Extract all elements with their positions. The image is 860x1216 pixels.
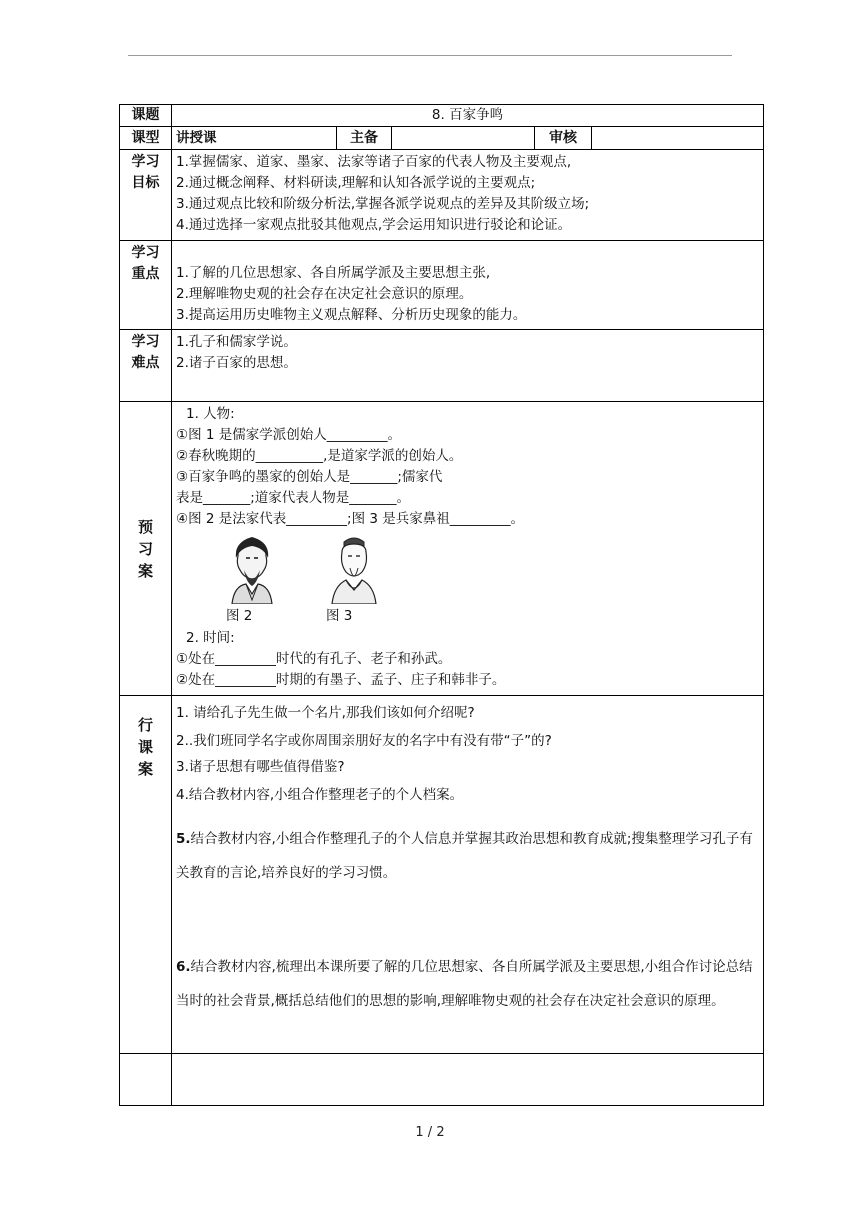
preview-question: ④图 2 是法家代表_________;图 3 是兵家鼻祖_________。 — [176, 511, 524, 527]
preview-question: ②春秋晚期的__________,是道家学派的创始人。 — [176, 448, 463, 464]
preview-question: ②处在_________时期的有墨子、孟子、庄子和韩非子。 — [176, 672, 506, 688]
focus-content — [172, 241, 764, 330]
row-difficulty — [120, 330, 764, 402]
focus-label-line2: 重点 — [131, 266, 160, 282]
lead-label: 主备 — [337, 127, 392, 150]
row-topic — [120, 105, 764, 127]
activity-label — [120, 696, 172, 1054]
preview-content — [172, 402, 764, 696]
portrait-figures — [176, 534, 759, 606]
empty-content-cell — [172, 1054, 764, 1106]
activity-item-number: 5. — [176, 831, 191, 847]
activity-item: 1. 请给孔子先生做一个名片,那我们该如何介绍呢? — [176, 705, 475, 721]
focus-label — [120, 241, 172, 330]
row-preview — [120, 402, 764, 696]
row-empty — [120, 1054, 764, 1106]
lead-value — [392, 127, 535, 150]
row-goals — [120, 150, 764, 241]
row-type — [120, 127, 764, 150]
activity-item-6 — [176, 950, 759, 1018]
difficulty-item: 1.孔子和儒家学说。 — [176, 334, 297, 350]
activity-item-text: 结合教材内容,梳理出本课所要了解的几位思想家、各自所属学派及主要思想,小组合作讨论总结当时的社会背景,概括总结他们的思想的影响,理解唯物史观的社会存在决定社会意识的原理。 — [176, 959, 753, 1009]
preview-question: ①图 1 是儒家学派创始人_________。 — [176, 427, 402, 443]
preview-question: ①处在_________时代的有孔子、老子和孙武。 — [176, 651, 452, 667]
preview-label — [120, 402, 172, 696]
difficulty-label-line1: 学习 — [131, 334, 160, 350]
portrait-figure-2 — [224, 534, 280, 604]
preview-label-char: 习 — [137, 539, 153, 558]
preview-heading-time: 2. 时间: — [186, 630, 235, 646]
activity-content — [172, 696, 764, 1054]
focus-item: 1.了解的几位思想家、各自所属学派及主要思想主张, — [176, 265, 491, 281]
activity-item: 3.诸子思想有哪些值得借鉴? — [176, 759, 345, 775]
goal-item: 1.掌握儒家、道家、墨家、法家等诸子百家的代表人物及主要观点, — [176, 154, 572, 170]
figure-captions — [176, 606, 759, 628]
activity-item-text: 结合教材内容,小组合作整理孔子的个人信息并掌握其政治思想和教育成就;搜集整理学习孔子有关教育的言论,培养良好的学习习惯。 — [176, 831, 753, 881]
activity-label-stack — [124, 714, 167, 780]
row-focus — [120, 241, 764, 330]
activity-item: 4.结合教材内容,小组合作整理老子的个人档案。 — [176, 787, 464, 803]
goals-content — [172, 150, 764, 241]
topic-value: 8. 百家争鸣 — [172, 105, 764, 127]
preview-question: 表是_______;道家代表人物是_______。 — [176, 490, 411, 506]
topic-label: 课题 — [120, 105, 172, 127]
goal-item: 3.通过观点比较和阶级分析法,掌握各派学说观点的差异及其阶级立场; — [176, 196, 590, 212]
type-label: 课型 — [120, 127, 172, 150]
goals-label — [120, 150, 172, 241]
portrait-figure-3 — [326, 534, 382, 604]
difficulty-label-line2: 难点 — [131, 355, 160, 371]
goals-label-line2: 目标 — [131, 175, 160, 191]
focus-item: 3.提高运用历史唯物主义观点解释、分析历史现象的能力。 — [176, 307, 527, 323]
header-rule — [128, 55, 732, 56]
activity-item: 2..我们班同学名字或你周围亲朋好友的名字中有没有带“子”的? — [176, 733, 552, 749]
goal-item: 2.通过概念阐释、材料研读,理解和认知各派学说的主要观点; — [176, 175, 536, 191]
activity-label-char: 行 — [137, 716, 153, 734]
activity-item-number: 6. — [176, 959, 191, 975]
activity-item-5 — [176, 822, 759, 890]
figure-3-caption: 图 3 — [326, 608, 353, 624]
preview-label-stack — [124, 516, 167, 582]
page-number: 1 / 2 — [415, 1125, 445, 1140]
preview-heading-people: 1. 人物: — [186, 406, 235, 422]
type-value: 讲授课 — [172, 127, 337, 150]
empty-label-cell — [120, 1054, 172, 1106]
activity-label-char: 课 — [137, 738, 153, 756]
lesson-plan-table — [119, 104, 764, 1106]
focus-item: 2.理解唯物史观的社会存在决定社会意识的原理。 — [176, 286, 473, 302]
preview-question: ③百家争鸣的墨家的创始人是_______;儒家代 — [176, 469, 443, 485]
activity-label-char: 案 — [137, 760, 153, 778]
preview-label-char: 预 — [137, 517, 153, 536]
difficulty-label — [120, 330, 172, 402]
review-label: 审核 — [535, 127, 592, 150]
preview-label-char: 案 — [137, 561, 153, 580]
focus-label-line1: 学习 — [131, 245, 160, 261]
difficulty-content — [172, 330, 764, 402]
goals-label-line1: 学习 — [131, 154, 160, 170]
review-value — [592, 127, 764, 150]
difficulty-item: 2.诸子百家的思想。 — [176, 355, 297, 371]
goal-item: 4.通过选择一家观点批驳其他观点,学会运用知识进行驳论和论证。 — [176, 217, 572, 233]
row-activity — [120, 696, 764, 1054]
figure-2-caption: 图 2 — [226, 608, 253, 624]
